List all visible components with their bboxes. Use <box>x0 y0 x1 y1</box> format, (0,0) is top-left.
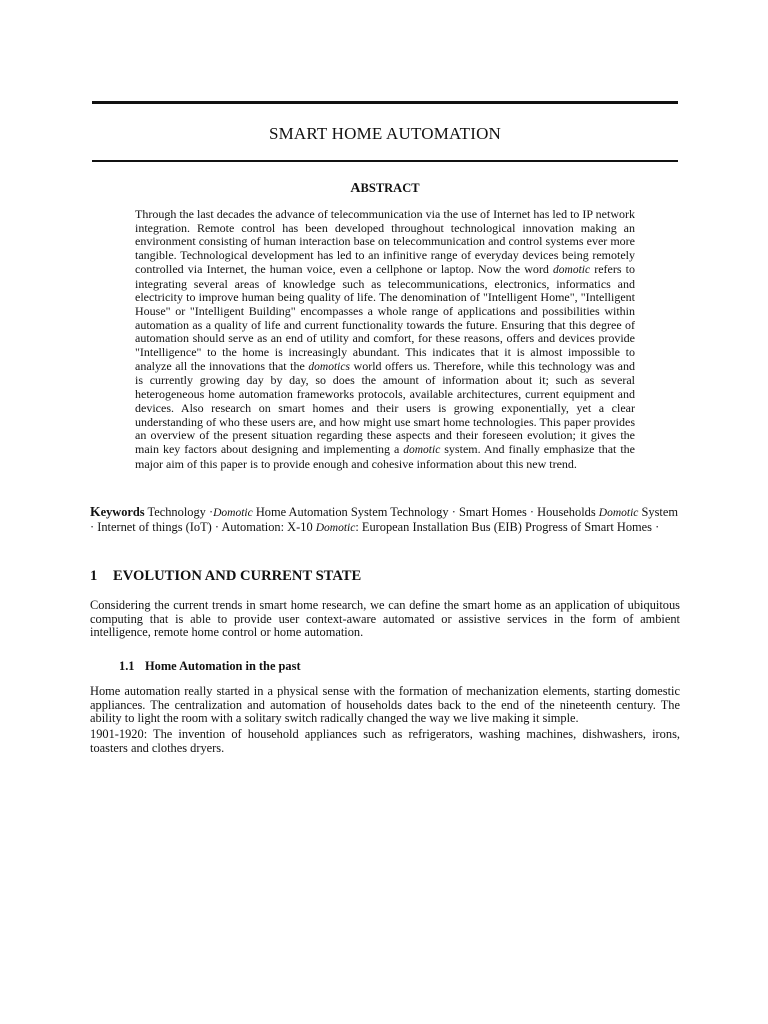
abstract-heading-initial: A <box>350 181 361 196</box>
subsection-title: Home Automation in the past <box>145 659 301 673</box>
abstract-heading-rest: BSTRACT <box>360 181 420 195</box>
keywords-text: Technology · <box>144 505 214 519</box>
subsection-paragraph-2: 1901-1920: The invention of household appliances such as refrigerators, washing machines, dishwashers, irons, toasters and clothes dryers. <box>90 727 680 755</box>
abstract-text: Through the last decades the advance of telecommunication via the use of Internet has led to IP network integration. Remote control has been developed throughout technological innovation making an environment consisting of human interaction base on telecommunication and control systems ever more tangible. Technological development has led to an infinitive range of everyday devices being remotely controlled via Internet, the human voice, even a cellphone or laptop. Now the word <box>135 207 635 276</box>
keywords-label <box>90 505 145 519</box>
section-heading <box>90 568 361 585</box>
section-title: EVOLUTION AND CURRENT STATE <box>113 568 362 584</box>
subsection-heading <box>119 659 301 674</box>
keywords-text: Home Automation System Technology · Smart Homes · Households <box>252 505 599 519</box>
abstract-italic-term: domotic <box>553 263 591 276</box>
keywords-text: System · Internet of things (IoT) · Automation: X-10 <box>90 505 679 535</box>
section-number: 1 <box>90 568 98 584</box>
keywords-label-rest: eywords <box>100 505 145 519</box>
subsection-paragraph-1: Home automation really started in a physical sense with the formation of mechanization elements, starting domestic appliances. The centralization and automation of households dates back to the end of the nineteenth century. The ability to light the room with a solitary switch radically changed the way we live making it simple. <box>90 684 680 726</box>
abstract-text: system. And finally emphasize that the major aim of this paper is to provide enough and cohesive information about this new trend. <box>135 441 635 471</box>
title-bottom-rule <box>92 160 678 162</box>
abstract-text: refers to integrating several areas of knowledge such as telecommunications, electronics, informatics and electricity to improve human being quality of life. The denomination of "Intelligent Home", "Intelligent House" or "Intelligent Building" encompasses a whole range of applications and possibilities within automation as a quality of life and current functionality towards the future. Ensuring that this degree of automation should serve as an end of utility and comfort, for these reasons, offers and devices provide "Intelligence" to the home is increasingly abundant. This indicates that it is almost impossible to analyze all the innovations that the <box>135 261 635 373</box>
abstract-body <box>135 208 635 471</box>
section-paragraph: Considering the current trends in smart home research, we can define the smart home as an application of ubiquitous computing that is able to provide user context-aware automated or assistive services in the form of ambient intelligence, remote home control or home automation. <box>90 598 680 640</box>
abstract-italic-term: domotic <box>403 443 441 456</box>
paper-title: SMART HOME AUTOMATION <box>268 124 502 143</box>
abstract-heading <box>92 181 678 197</box>
subsection-number: 1.1 <box>119 659 135 673</box>
keywords-label-initial: K <box>90 504 101 519</box>
top-rule <box>92 101 678 104</box>
abstract-text: world offers us. Therefore, while this technology was and is currently growing day by day, so does the amount of information about it; such as several heterogeneous home automation frameworks protocols, available architectures, current equipment and devices. Also research on smart homes and their users is growing exponentially, yet a clear understanding of who these users are, and how might use smart home technologies. This paper provides an overview of the present situation regarding these aspects and their foreseen evolution; it gives the main key factors about designing and implementing a <box>135 358 635 456</box>
keywords-block <box>90 505 678 535</box>
keywords-italic-term: Domotic <box>213 507 253 519</box>
keywords-italic-term: Domotic <box>315 522 356 535</box>
keywords-list <box>90 505 678 534</box>
abstract-italic-term: domotics <box>308 360 350 373</box>
keywords-text: : European Installation Bus (EIB) Progress of Smart Homes · <box>355 520 660 535</box>
keywords-italic-term: Domotic <box>598 507 639 519</box>
